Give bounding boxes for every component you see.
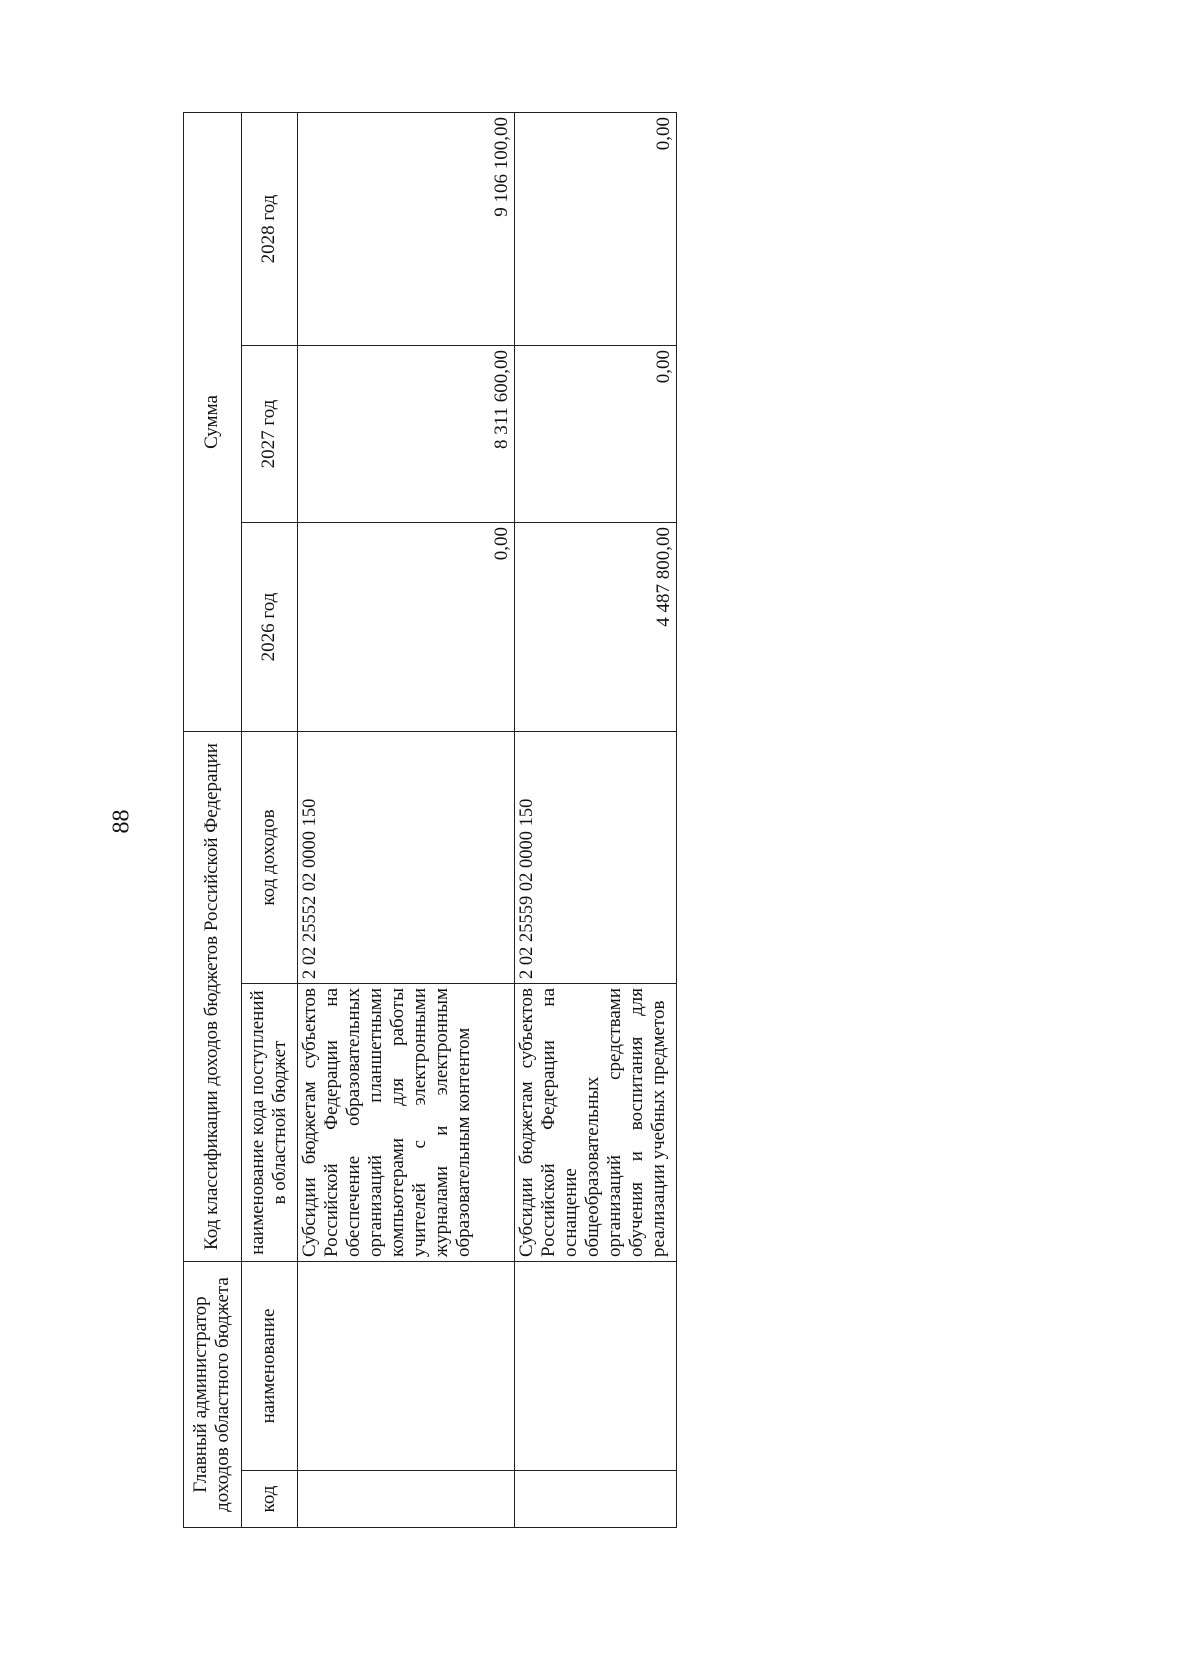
sum-2027-cell: 0,00 [514, 346, 676, 523]
year-2028-header: 2028 год [241, 113, 297, 346]
revenue-code-header: код доходов [241, 732, 297, 984]
revenue-table [183, 112, 677, 1528]
revenue-name-cell: Субсидии бюджетам субъектов Российской Федерации на оснащение общеобразовательных организаций средствами обучения и воспитания для реализации учебных предметов [514, 984, 676, 1262]
sum-2028-cell: 9 106 100,00 [297, 113, 514, 346]
table-row [514, 113, 676, 1528]
revenue-name-header: наименование кода поступлений в областной бюджет [241, 984, 297, 1262]
admin-code-cell [514, 1471, 676, 1528]
year-2027-header: 2027 год [241, 346, 297, 523]
sum-group-header: Сумма [184, 113, 242, 732]
admin-name-cell [514, 1262, 676, 1471]
sum-2026-cell: 4 487 800,00 [514, 523, 676, 732]
admin-code-header: код [241, 1471, 297, 1528]
sum-2028-cell: 0,00 [514, 113, 676, 346]
revenue-table-container [183, 113, 677, 1528]
page-number: 88 [108, 809, 135, 834]
admin-name-cell [297, 1262, 514, 1471]
year-2026-header: 2026 год [241, 523, 297, 732]
revenue-code-cell: 2 02 25559 02 0000 150 [514, 732, 676, 984]
admin-name-header: наименование [241, 1262, 297, 1471]
sum-2027-cell: 8 311 600,00 [297, 346, 514, 523]
classification-group-header: Код классификации доходов бюджетов Российской Федерации [184, 732, 242, 1262]
admin-code-cell [297, 1471, 514, 1528]
table-row [297, 113, 514, 1528]
revenue-name-cell: Субсидии бюджетам субъектов Российской Федерации на обеспечение образовательных организаций планшетными компьютерами для работы учителей с электронными журналами и электронным образовательным контентом [297, 984, 514, 1262]
admin-group-header: Главный администратор доходов областного бюджета [184, 1262, 242, 1528]
sum-2026-cell: 0,00 [297, 523, 514, 732]
revenue-code-cell: 2 02 25552 02 0000 150 [297, 732, 514, 984]
